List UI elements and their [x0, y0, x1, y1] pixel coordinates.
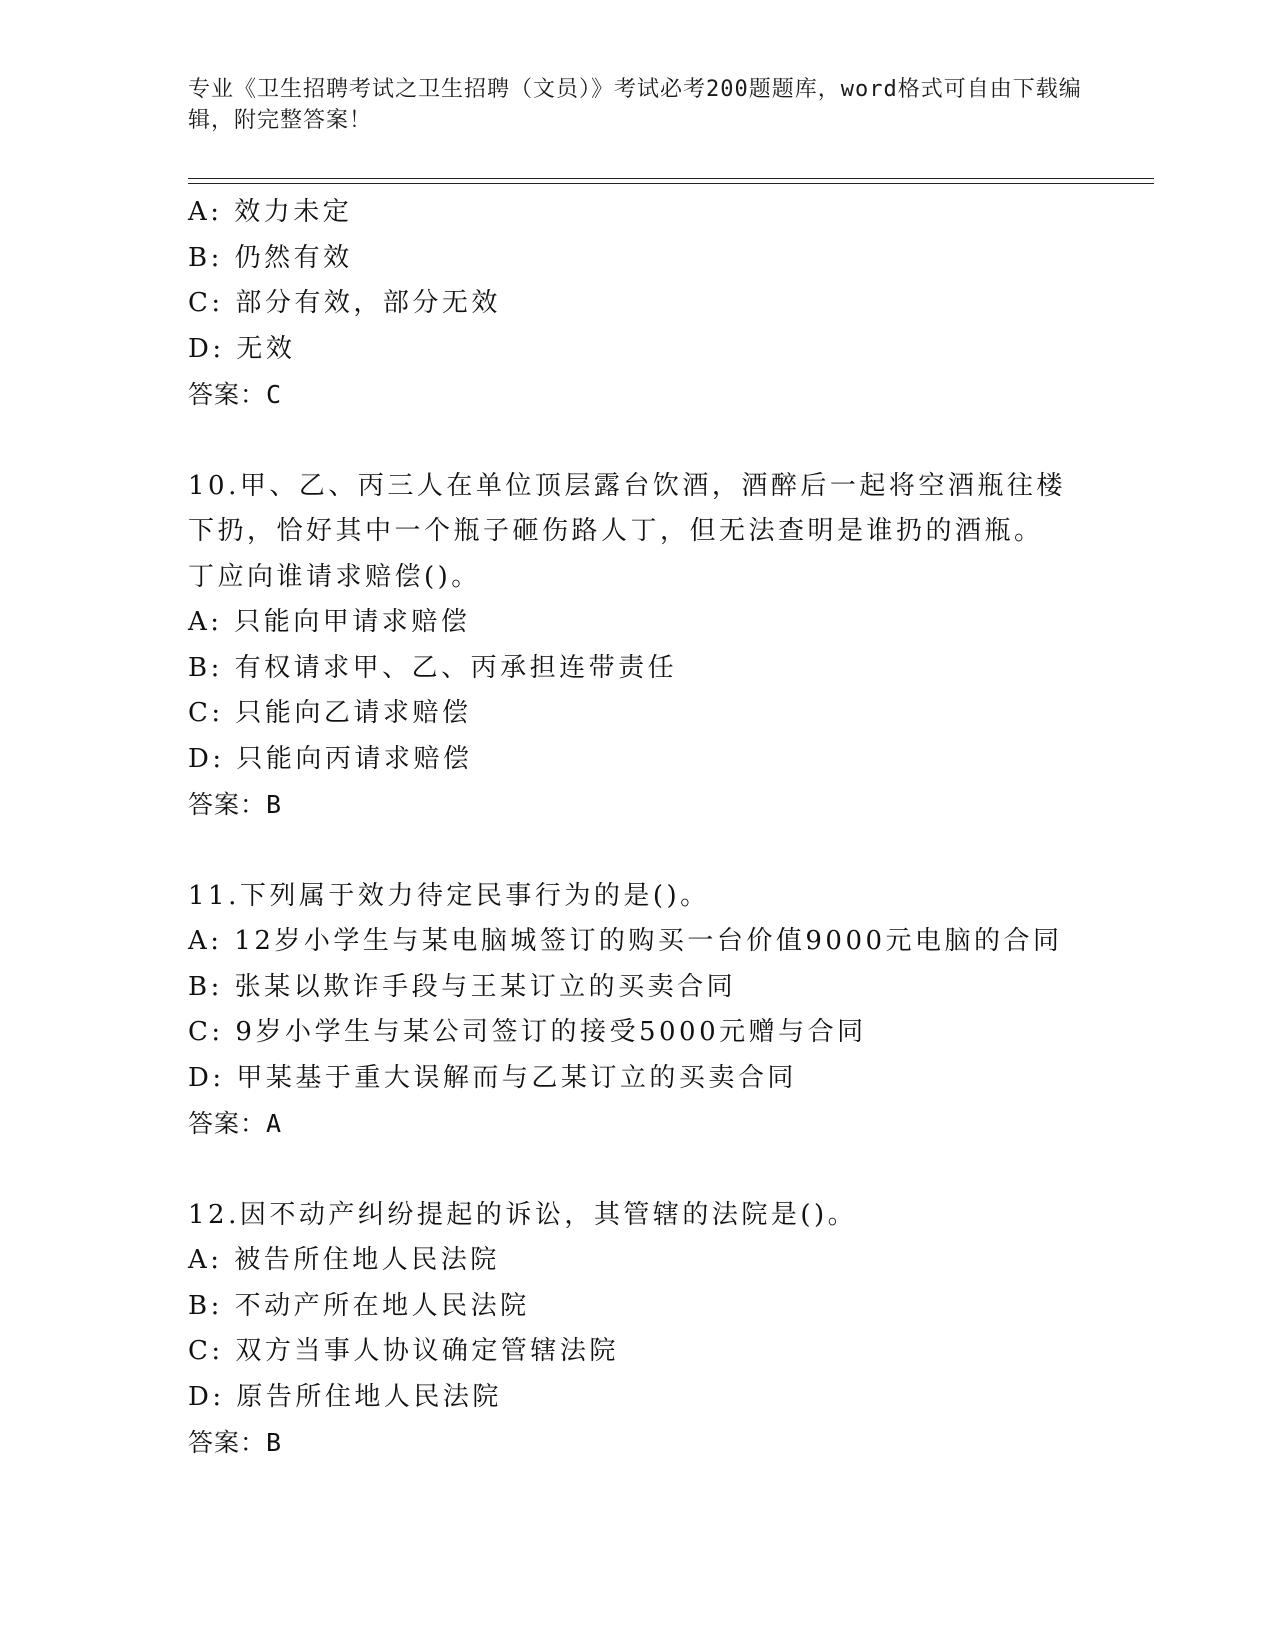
q10-option-a: A: 只能向甲请求赔偿 [188, 607, 471, 637]
q12-option-b: B: 不动产所在地人民法院 [188, 1290, 530, 1321]
q9-answer: 答案：C [188, 380, 283, 409]
q12-option-c: C: 双方当事人协议确定管辖法院 [188, 1336, 619, 1366]
header-intro-text: 专业《卫生招聘考试之卫生招聘（文员）》考试必考200题题库，word格式可自由下载编辑，附完整答案！ [188, 77, 1082, 133]
question-11 [188, 874, 1148, 1147]
q9-option-b: B: 仍然有效 [188, 242, 353, 273]
q12-answer: 答案：B [188, 1428, 283, 1457]
q10-option-d: D: 只能向丙请求赔偿 [188, 743, 473, 774]
q10-stem: 10.甲、乙、丙三人在单位顶层露台饮酒，酒醉后一起将空酒瓶往楼下扔，恰好其中一个瓶子砸伤路人丁，但无法查明是谁扔的酒瓶。丁应向谁请求赔偿()。 [188, 470, 1066, 592]
q10-option-c: C: 只能向乙请求赔偿 [188, 698, 472, 728]
q11-stem: 11.下列属于效力待定民事行为的是()。 [188, 880, 710, 911]
spacer [188, 828, 1148, 874]
q11-option-d: D: 甲某基于重大误解而与乙某订立的买卖合同 [188, 1062, 797, 1093]
q12-stem: 12.因不动产纠纷提起的诉讼，其管辖的法院是()。 [188, 1199, 858, 1230]
question-12 [188, 1193, 1148, 1466]
question-list [188, 190, 1148, 1466]
q11-option-a: A: 12岁小学生与某电脑城签订的购买一台价值9000元电脑的合同 [188, 926, 1063, 956]
document-header [188, 74, 1088, 136]
spacer [188, 1147, 1148, 1193]
spacer [188, 418, 1148, 464]
q10-answer: 答案：B [188, 790, 283, 819]
q12-option-d: D: 原告所住地人民法院 [188, 1381, 502, 1412]
q9-option-c: C: 部分有效，部分无效 [188, 288, 501, 318]
q9-option-d: D: 无效 [188, 333, 296, 364]
q11-answer: 答案：A [188, 1109, 283, 1138]
question-9-continued [188, 190, 1148, 418]
q11-option-c: C: 9岁小学生与某公司签订的接受5000元赠与合同 [188, 1017, 867, 1047]
q11-option-b: B: 张某以欺诈手段与王某订立的买卖合同 [188, 971, 737, 1002]
question-10 [188, 464, 1148, 828]
q12-option-a: A: 被告所住地人民法院 [188, 1245, 500, 1275]
q10-option-b: B: 有权请求甲、乙、丙承担连带责任 [188, 652, 678, 683]
header-divider [188, 178, 1154, 184]
q9-option-a: A: 效力未定 [188, 197, 353, 227]
